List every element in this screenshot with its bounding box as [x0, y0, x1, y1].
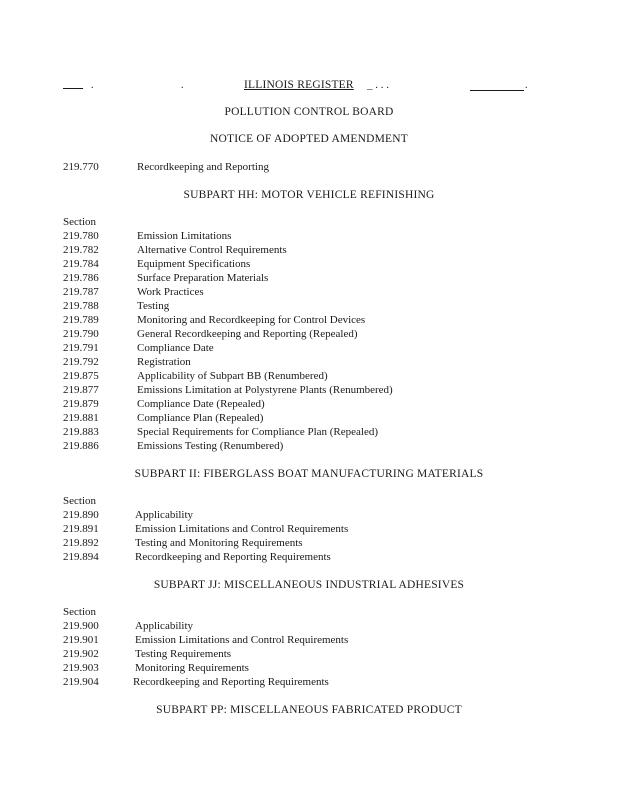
section-title: Special Requirements for Compliance Plan (Repealed)	[137, 426, 379, 438]
header-center-mark: .	[181, 80, 184, 91]
section-number: 219.883	[63, 426, 99, 438]
section-title: Applicability	[135, 509, 194, 521]
section-label: Section	[63, 495, 96, 507]
section-title: Equipment Specifications	[137, 258, 251, 270]
section-title: Recordkeeping and Reporting Requirements	[135, 551, 331, 563]
section-number: 219.792	[63, 356, 99, 368]
section-title: Emission Limitations and Control Requirements	[135, 634, 349, 646]
section-title: Testing	[137, 300, 170, 312]
section-title: Registration	[137, 356, 191, 368]
section-number: 219.901	[63, 634, 99, 646]
header-right-mark: .	[525, 80, 528, 91]
notice-title: NOTICE OF ADOPTED AMENDMENT	[209, 133, 409, 145]
section-title: Emissions Limitation at Polystyrene Plants (Renumbered)	[137, 384, 393, 396]
section-number: 219.784	[63, 258, 99, 270]
subpart-jj-heading: SUBPART JJ: MISCELLANEOUS INDUSTRIAL ADHESIVES	[153, 579, 465, 591]
section-number: 219.877	[63, 384, 99, 396]
section-number: 219.879	[63, 398, 99, 410]
header-left-mark: .	[91, 80, 94, 91]
section-number: 219.789	[63, 314, 99, 326]
section-title: Alternative Control Requirements	[137, 244, 287, 256]
register-dots: _ . . .	[367, 79, 389, 91]
section-label: Section	[63, 216, 96, 228]
register-title: ILLINOIS REGISTER	[244, 79, 354, 91]
section-title: Testing Requirements	[135, 648, 232, 660]
subpart-hh-heading: SUBPART HH: MOTOR VEHICLE REFINISHING	[183, 189, 435, 201]
section-title: Surface Preparation Materials	[137, 272, 269, 284]
header-rule-right	[470, 90, 524, 91]
section-title: Work Practices	[137, 286, 204, 298]
section-title: Compliance Date (Repealed)	[137, 398, 265, 410]
section-number: 219.891	[63, 523, 99, 535]
section-title: Emission Limitations and Control Requirements	[135, 523, 349, 535]
section-number: 219.788	[63, 300, 99, 312]
section-number: 219.892	[63, 537, 99, 549]
section-title: Monitoring Requirements	[135, 662, 249, 674]
section-number: 219.875	[63, 370, 99, 382]
subpart-ii-heading: SUBPART II: FIBERGLASS BOAT MANUFACTURING MATERIALS	[134, 468, 484, 480]
section-number: 219.886	[63, 440, 99, 452]
section-title: Compliance Date	[137, 342, 214, 354]
section-number: 219.770	[63, 161, 99, 173]
section-title: Applicability of Subpart BB (Renumbered)	[137, 370, 328, 382]
section-number: 219.900	[63, 620, 99, 632]
section-number: 219.782	[63, 244, 99, 256]
section-title: General Recordkeeping and Reporting (Repealed)	[137, 328, 358, 340]
section-number: 219.902	[63, 648, 99, 660]
section-number: 219.791	[63, 342, 99, 354]
section-title: Recordkeeping and Reporting Requirements	[133, 676, 329, 688]
section-title: Emissions Testing (Renumbered)	[137, 440, 284, 452]
section-number: 219.894	[63, 551, 99, 563]
section-title: Testing and Monitoring Requirements	[135, 537, 303, 549]
section-number: 219.780	[63, 230, 99, 242]
section-number: 219.786	[63, 272, 99, 284]
section-number: 219.903	[63, 662, 99, 674]
section-title: Recordkeeping and Reporting	[137, 161, 269, 173]
agency-title: POLLUTION CONTROL BOARD	[224, 106, 394, 118]
section-label: Section	[63, 606, 96, 618]
section-number: 219.790	[63, 328, 99, 340]
section-number: 219.881	[63, 412, 99, 424]
header-rule-left	[63, 88, 83, 89]
section-title: Applicability	[135, 620, 194, 632]
section-number: 219.787	[63, 286, 99, 298]
section-title: Monitoring and Recordkeeping for Control Devices	[137, 314, 366, 326]
section-title: Emission Limitations	[137, 230, 232, 242]
section-title: Compliance Plan (Repealed)	[137, 412, 264, 424]
section-number: 219.904	[63, 676, 99, 688]
section-number: 219.890	[63, 509, 99, 521]
subpart-pp-heading: SUBPART PP: MISCELLANEOUS FABRICATED PRODUCT	[156, 704, 462, 716]
